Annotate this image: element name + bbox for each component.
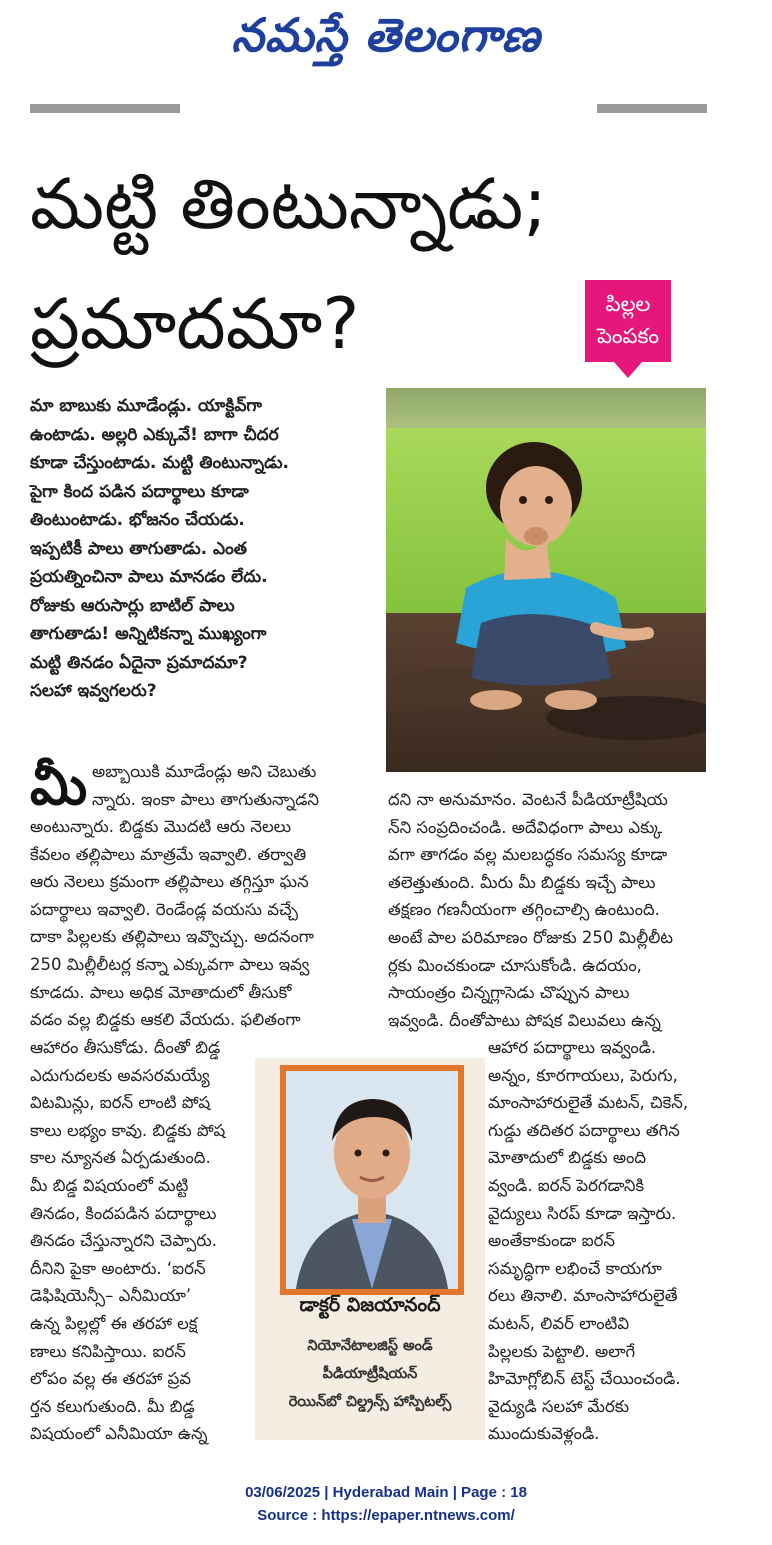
answer-line: అంటే పాల పరిమాణం రోజుకు 250 మిల్లీలీట <box>388 927 674 947</box>
answer-line: అన్నం, కూరగాయలు, పెరుగు, <box>488 1065 678 1085</box>
answer-line: ఆరు నెలలు క్రమంగా తల్లిపాలు తగ్గిస్తూ ఘన <box>30 872 309 892</box>
answer-line: కేవలం తల్లిపాలు మాత్రమే ఇవ్వాలి. తర్వాతి <box>30 844 307 864</box>
question-line: సలహా ఇవ్వగలరు? <box>30 681 157 701</box>
answer-line: విటమిన్లు, ఐరన్ లాంటి పోష <box>30 1093 211 1113</box>
answer-line: అంతేకాకుండా ఐరన్ <box>488 1231 615 1251</box>
answer-line: ఇవ్వండి. దీంతోపాటు పోషక విలువలు ఉన్న <box>388 1010 661 1030</box>
answer-narrow-right-column <box>488 1034 718 1448</box>
answer-line: వ్వండి. ఐరన్ పెరగడానికి <box>488 1175 645 1195</box>
column-tag <box>585 280 671 362</box>
answer-line: ముందుకువెళ్లండి. <box>488 1424 600 1444</box>
doctor-portrait <box>280 1065 464 1295</box>
doctor-portrait-illustration <box>286 1071 458 1289</box>
answer-line: ర్లకు మించకుండా చూసుకోండి. ఉదయం, <box>388 955 642 975</box>
answer-line: మటన్, లివర్ లాంటివి <box>488 1313 630 1333</box>
answer-line: వడం వల్ల బిడ్డకు ఆకలి వేయదు. ఫలితంగా <box>30 1010 301 1030</box>
answer-right-column <box>388 786 718 1034</box>
answer-line: విషయంలో ఎనీమియా ఉన్న <box>30 1424 208 1444</box>
footer-source-link[interactable]: Source : https://epaper.ntnews.com/ <box>257 1507 515 1524</box>
answer-line: తినడం, కిందపడిన పదార్థాలు <box>30 1203 217 1223</box>
masthead: నమస్తే తెలంగాణ <box>231 8 541 62</box>
answer-line: వైద్యుడి సలహా మేరకు <box>488 1396 630 1416</box>
answer-line: పిల్లలకు పెట్టాలి. అలాగే <box>488 1341 636 1361</box>
answer-line: సాయంత్రం చిన్నగ్లాసెడు చొప్పున పాలు <box>388 983 630 1003</box>
doctor-name: డాక్టర్ విజయానంద్ <box>299 1294 441 1316</box>
answer-line: కాలు లభ్యం కావు. బిడ్డకు పోష <box>30 1120 226 1140</box>
answer-line: రలు తినాలి. మాంసాహారులైతే <box>488 1286 678 1306</box>
answer-line: ర్తన కలుగుతుంది. మీ బిడ్డ <box>30 1396 195 1416</box>
doctor-role-2: పీడియాట్రీషియన్ <box>322 1366 418 1382</box>
reader-question <box>30 392 378 706</box>
answer-line: తక్షణం గణనీయంగా తగ్గించాల్సి ఉంటుంది. <box>388 900 660 920</box>
headline-line-1: మట్టి తింటున్నాడు; <box>30 163 547 245</box>
answer-line: అబ్బాయికి మూడేండ్లు అని చెబుతు <box>92 762 317 781</box>
headline-line-2: ప్రమాదమా? <box>30 283 360 365</box>
question-line: కూడా చేస్తుంటాడు. మట్టి తింటున్నాడు. <box>30 453 290 473</box>
footer-edition-info: 03/06/2025 | Hyderabad Main | Page : 18 <box>245 1484 527 1501</box>
child-photo-illustration <box>386 388 706 772</box>
answer-line: 250 మిల్లీలీటర్ల కన్నా ఎక్కువగా పాలు ఇవ్వ <box>30 954 310 974</box>
answer-line: ఆహారం తీసుకోడు. దీంతో బిడ్డ <box>30 1038 221 1057</box>
doctor-hospital: రెయిన్‌బో చిల్డ్రన్స్ హాస్పిటల్స్ <box>288 1394 452 1410</box>
answer-line: హిమోగ్లోబిన్ టెస్ట్ చేయించండి. <box>488 1369 681 1389</box>
answer-line: మీ బిడ్డ విషయంలో మట్టి <box>30 1175 189 1195</box>
answer-line: ణాలు కనిపిస్తాయి. ఐరన్ <box>30 1341 186 1361</box>
question-line: మా బాబుకు మూడేండ్లు. యాక్టివ్‌గా <box>30 396 263 416</box>
answer-line: మోతాదులో బిడ్డకు అంది <box>488 1148 647 1168</box>
question-line: ఇప్పటికీ పాలు తాగుతాడు. ఎంత <box>30 538 247 559</box>
answer-line: పదార్థాలు ఇవ్వాలి. రెండేండ్ల వయసు వచ్చే <box>30 899 298 919</box>
answer-line: ఉన్న పిల్లల్లో ఈ తరహా లక్ష <box>30 1313 198 1333</box>
column-tag-line-1: పిల్లల <box>605 292 651 316</box>
question-line: రోజుకు ఆరుసార్లు బాటిల్ పాలు <box>30 595 235 616</box>
column-tag-pointer <box>614 362 642 378</box>
doctor-role-1: నియోనేటాలజిస్ట్ అండ్ <box>307 1338 433 1354</box>
answer-line: ఆహార పదార్థాలు ఇవ్వండి. <box>488 1038 657 1057</box>
answer-line: కూడదు. పాలు అధిక మోతాదులో తీసుకో <box>30 982 292 1002</box>
answer-narrow-left-column <box>30 1034 255 1448</box>
answer-line: లోపం వల్ల ఈ తరహా ప్రవ <box>30 1369 192 1389</box>
question-line: ఉంటాడు. అల్లరి ఎక్కువే! బాగా చీదర <box>30 424 279 445</box>
column-tag-line-2: పెంపకం <box>596 324 660 348</box>
answer-line: దని నా అనుమానం. వెంటనే పీడియాట్రీషియ <box>388 790 668 809</box>
question-line: తాగుతాడు! అన్నిటికన్నా ముఖ్యంగా <box>30 624 267 644</box>
answer-line: ఎదుగుదలకు అవసరమయ్యే <box>30 1065 210 1085</box>
answer-line: న్నారు. ఇంకా పాలు తాగుతున్నాడని <box>92 789 319 809</box>
question-line: ప్రయత్నించినా పాలు మానడం లేదు. <box>30 567 268 587</box>
answer-line: దీనిని పైకా అంటారు. ‘ఐరన్ <box>30 1258 206 1278</box>
masthead-rule-right <box>597 104 707 113</box>
answer-line: కాల న్యూనత ఏర్పడుతుంది. <box>30 1148 211 1168</box>
answer-dropcap: మీ <box>30 754 88 817</box>
answer-line: మాంసాహారులైతే మటన్, చికెన్, <box>488 1093 689 1113</box>
child-eating-soil-photo <box>386 388 706 772</box>
answer-line: గుడ్డు తదితర పదార్థాలు తగిన <box>488 1120 680 1140</box>
answer-line: డెఫిషియెన్సీ– ఎనీమియా’ <box>30 1286 192 1306</box>
answer-line: దాకా పిల్లలకు తల్లిపాలు ఇవ్వొచ్చు. అదనంగా <box>30 927 315 947</box>
answer-line: వగా తాగడం వల్ల మలబద్ధకం సమస్య కూడా <box>388 845 668 865</box>
masthead-rule-left <box>30 104 180 113</box>
answer-line: తినడం చేస్తున్నారని చెప్పారు. <box>30 1231 218 1251</box>
answer-line: సమృద్ధిగా లభించే కాయగూ <box>488 1258 662 1278</box>
answer-left-column <box>30 813 382 1034</box>
question-line: తింటుంటాడు. భోజనం చేయడు. <box>30 510 245 530</box>
question-line: మట్టి తినడం ఏదైనా ప్రమాదమా? <box>30 652 248 673</box>
answer-line: అంటున్నారు. బిడ్డకు మొదటి ఆరు నెలలు <box>30 817 292 836</box>
answer-line: న్‌ని సంప్రదించండి. అదేవిధంగా పాలు ఎక్కు <box>388 817 663 837</box>
question-line: పైగా కింద పడిన పదార్థాలు కూడా <box>30 481 249 502</box>
answer-intro <box>92 758 382 813</box>
answer-line: వైద్యులు సిరప్ కూడా ఇస్తారు. <box>488 1203 677 1223</box>
answer-line: తలెత్తుతుంది. మీరు మీ బిడ్డకు ఇచ్చే పాలు <box>388 872 656 892</box>
